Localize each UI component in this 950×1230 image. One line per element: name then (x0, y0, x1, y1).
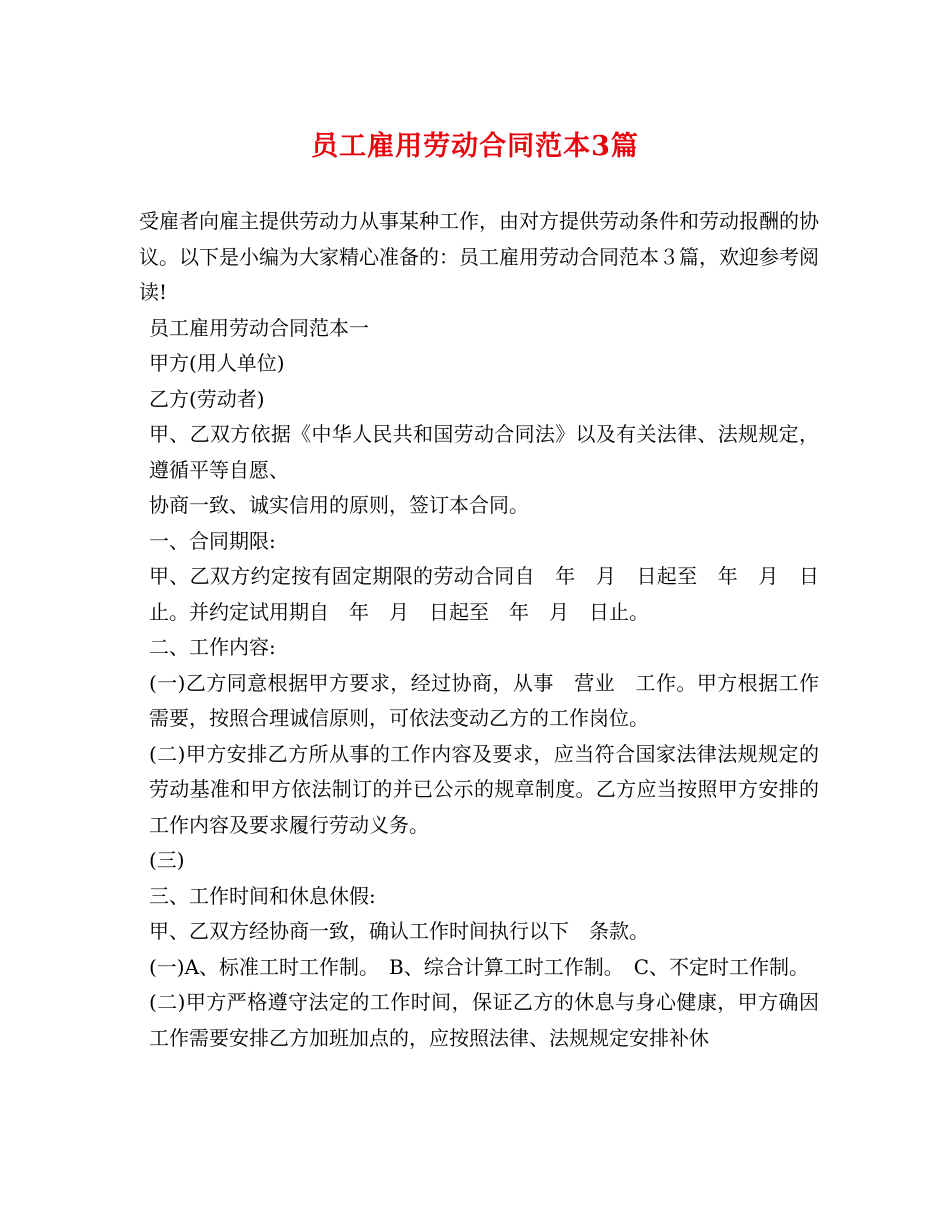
clause-heading-hours: 三、工作时间和休息休假: (149, 883, 376, 908)
party-a-line: 甲方(用人单位) (149, 351, 285, 375)
hours-paragraph: 甲、乙双方经协商一致，确认工作时间执行以下 条款。 (149, 919, 649, 943)
intro-paragraph: 受雇者向雇主提供劳动力从事某种工作，由对方提供劳动条件和劳动报酬的协议。以下是小编为大家精心准备的：员工雇用劳动合同范本３篇，欢迎参考阅读! (139, 209, 819, 304)
work-content-item-3: (三) (149, 848, 185, 872)
legal-basis-paragraph: 甲、乙双方依据《中华人民共和国劳动合同法》以及有关法律、法规规定，遵循平等自愿、 (149, 422, 819, 482)
clause-heading-term: 一、合同期限: (149, 528, 276, 553)
principles-paragraph: 协商一致、诚实信用的原则，签订本合同。 (149, 493, 529, 517)
work-content-item-1: (一)乙方同意根据甲方要求，经过协商，从事 营业 工作。甲方根据工作需要，按照合理诚信原则，可依法变动乙方的工作岗位。 (149, 670, 819, 730)
document-title: 员工雇用劳动合同范本3篇 (311, 131, 639, 162)
term-paragraph: 甲、乙双方约定按有固定期限的劳动合同自 年 月 日起至 年 月 日止。并约定试用期自 年 月 日起至 年 月 日止。 (149, 564, 819, 624)
hours-item-1: (一)A、标准工时工作制。 B、综合计算工时工作制。 C、不定时工作制。 (149, 954, 810, 979)
work-content-item-2: (二)甲方安排乙方所从事的工作内容及要求，应当符合国家法律法规规定的劳动基准和甲方依法制订的并已公示的规章制度。乙方应当按照甲方安排的工作内容及要求履行劳动义务。 (149, 741, 819, 837)
clause-heading-work-content: 二、工作内容: (149, 635, 276, 659)
party-b-line: 乙方(劳动者) (149, 386, 265, 411)
document-body (139, 204, 819, 1056)
hours-item-2: (二)甲方严格遵守法定的工作时间，保证乙方的休息与身心健康，甲方确因工作需要安排乙方加班加点的，应按照法律、法规规定安排补休 (149, 990, 819, 1050)
section-heading-contract-one: 员工雇用劳动合同范本一 (149, 315, 369, 340)
